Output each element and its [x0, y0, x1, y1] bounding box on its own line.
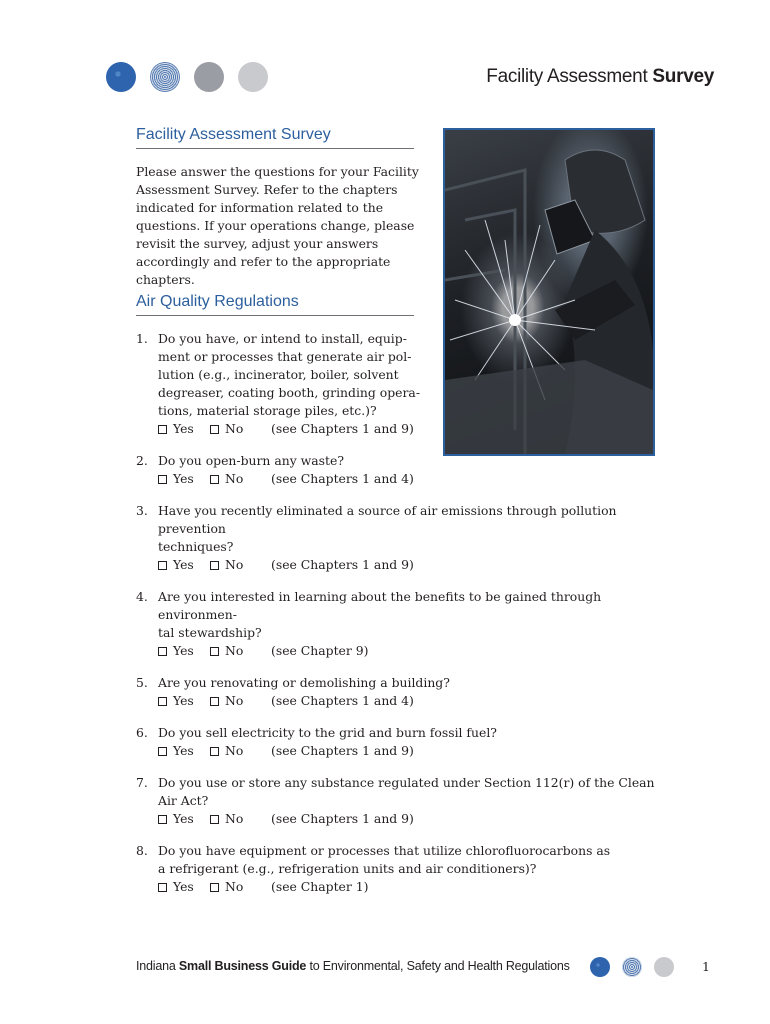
answer-row	[158, 810, 656, 828]
halftone-dot-icon	[150, 62, 180, 92]
no-option[interactable]	[210, 470, 271, 488]
question-number: 7.	[136, 775, 148, 790]
question-number: 3.	[136, 503, 148, 518]
no-option[interactable]	[210, 420, 271, 438]
yes-label: Yes	[173, 421, 194, 436]
yes-option[interactable]	[158, 692, 210, 710]
yes-option[interactable]	[158, 878, 210, 896]
checkbox-icon[interactable]	[158, 697, 167, 706]
question-text-line: Have you recently eliminated a source of air emissions through pollution prevention	[158, 503, 617, 536]
no-label: No	[225, 643, 244, 658]
question-text-line: Do you have, or intend to install, equip-	[158, 331, 407, 346]
question-number: 8.	[136, 843, 148, 858]
question-text-line: Are you renovating or demolishing a building?	[158, 675, 450, 690]
answer-row	[158, 878, 656, 896]
no-label: No	[225, 471, 244, 486]
answer-row	[158, 470, 656, 488]
checkbox-icon[interactable]	[158, 475, 167, 484]
no-label: No	[225, 879, 244, 894]
question-3	[136, 502, 656, 574]
yes-label: Yes	[173, 693, 194, 708]
footer-suffix: to Environmental, Safety and Health Regulations	[306, 959, 570, 973]
yes-label: Yes	[173, 557, 194, 572]
yes-option[interactable]	[158, 556, 210, 574]
light-gray-dot-icon	[654, 957, 674, 977]
no-label: No	[225, 557, 244, 572]
yes-label: Yes	[173, 643, 194, 658]
yes-option[interactable]	[158, 810, 210, 828]
answer-row	[158, 420, 656, 438]
question-text-line: Are you interested in learning about the benefits to be gained through environmen-	[158, 589, 602, 622]
question-4	[136, 588, 656, 660]
no-option[interactable]	[210, 810, 271, 828]
checkbox-icon[interactable]	[210, 747, 219, 756]
answer-row	[158, 556, 656, 574]
yes-option[interactable]	[158, 420, 210, 438]
question-text-line: ment or processes that generate air pol-	[158, 349, 412, 364]
chapter-reference: (see Chapters 1 and 4)	[271, 471, 414, 486]
yes-option[interactable]	[158, 642, 210, 660]
question-number: 2.	[136, 453, 148, 468]
no-label: No	[225, 811, 244, 826]
question-text-line: a refrigerant (e.g., refrigeration units and air conditioners)?	[158, 861, 537, 876]
blue-dot-icon	[106, 62, 136, 92]
question-text-line: Do you open-burn any waste?	[158, 453, 344, 468]
survey-intro: Please answer the questions for your Facility Assessment Survey. Refer to the chapters indicated for information related to the questions. If your operations change, please revisit the survey, adjust your answers accordingly and refer to the appropriate chapters.	[136, 164, 419, 287]
footer-text	[136, 959, 570, 973]
yes-option[interactable]	[158, 742, 210, 760]
header-decorative-dots	[106, 62, 268, 92]
yes-label: Yes	[173, 879, 194, 894]
question-5	[136, 674, 656, 710]
blue-dot-icon	[590, 957, 610, 977]
checkbox-icon[interactable]	[158, 747, 167, 756]
chapter-reference: (see Chapters 1 and 9)	[271, 557, 414, 572]
no-label: No	[225, 743, 244, 758]
checkbox-icon[interactable]	[158, 815, 167, 824]
checkbox-icon[interactable]	[158, 647, 167, 656]
question-text-line: degreaser, coating booth, grinding opera-	[158, 385, 420, 400]
chapter-reference: (see Chapters 1 and 9)	[271, 421, 414, 436]
header-title-bold: Survey	[652, 66, 714, 87]
question-text-line: lution (e.g., incinerator, boiler, solvent	[158, 367, 399, 382]
no-option[interactable]	[210, 556, 271, 574]
question-text-line: Do you use or store any substance regulated under Section 112(r) of the Clean Air Act?	[158, 775, 655, 808]
survey-heading: Facility Assessment Survey	[136, 126, 414, 149]
page-header-title	[486, 66, 714, 88]
chapter-reference: (see Chapters 1 and 9)	[271, 743, 414, 758]
checkbox-icon[interactable]	[210, 647, 219, 656]
gray-dot-icon	[194, 62, 224, 92]
chapter-reference: (see Chapter 9)	[271, 643, 369, 658]
no-option[interactable]	[210, 742, 271, 760]
question-list	[136, 330, 656, 896]
checkbox-icon[interactable]	[210, 815, 219, 824]
chapter-reference: (see Chapter 1)	[271, 879, 369, 894]
chapter-reference: (see Chapters 1 and 4)	[271, 693, 414, 708]
question-number: 1.	[136, 331, 148, 346]
question-text-line: tal stewardship?	[158, 625, 262, 640]
question-text-line: techniques?	[158, 539, 234, 554]
question-text-line: tions, material storage piles, etc.)?	[158, 403, 377, 418]
question-6	[136, 724, 656, 760]
footer-decorative-dots	[590, 957, 674, 977]
light-gray-dot-icon	[238, 62, 268, 92]
halftone-dot-icon	[622, 957, 642, 977]
question-8	[136, 842, 656, 896]
no-option[interactable]	[210, 878, 271, 896]
checkbox-icon[interactable]	[158, 883, 167, 892]
air-quality-heading: Air Quality Regulations	[136, 293, 414, 316]
yes-label: Yes	[173, 811, 194, 826]
checkbox-icon[interactable]	[158, 561, 167, 570]
no-option[interactable]	[210, 692, 271, 710]
answer-row	[158, 642, 656, 660]
answer-row	[158, 692, 656, 710]
yes-label: Yes	[173, 743, 194, 758]
question-2	[136, 452, 656, 488]
no-label: No	[225, 693, 244, 708]
checkbox-icon[interactable]	[210, 475, 219, 484]
chapter-reference: (see Chapters 1 and 9)	[271, 811, 414, 826]
question-number: 4.	[136, 589, 148, 604]
header-title-regular: Facility Assessment	[486, 66, 648, 87]
question-1	[136, 330, 656, 438]
checkbox-icon[interactable]	[210, 561, 219, 570]
footer-prefix: Indiana	[136, 959, 179, 973]
checkbox-icon[interactable]	[158, 425, 167, 434]
yes-option[interactable]	[158, 470, 210, 488]
question-text-line: Do you sell electricity to the grid and burn fossil fuel?	[158, 725, 497, 740]
yes-label: Yes	[173, 471, 194, 486]
footer-bold: Small Business Guide	[178, 959, 307, 973]
question-7	[136, 774, 656, 828]
no-label: No	[225, 421, 244, 436]
no-option[interactable]	[210, 642, 271, 660]
answer-row	[158, 742, 656, 760]
question-number: 5.	[136, 675, 148, 690]
checkbox-icon[interactable]	[210, 697, 219, 706]
question-number: 6.	[136, 725, 148, 740]
page-number: 1	[702, 959, 710, 974]
checkbox-icon[interactable]	[210, 883, 219, 892]
checkbox-icon[interactable]	[210, 425, 219, 434]
question-text-line: Do you have equipment or processes that utilize chlorofluorocarbons as	[158, 843, 611, 858]
